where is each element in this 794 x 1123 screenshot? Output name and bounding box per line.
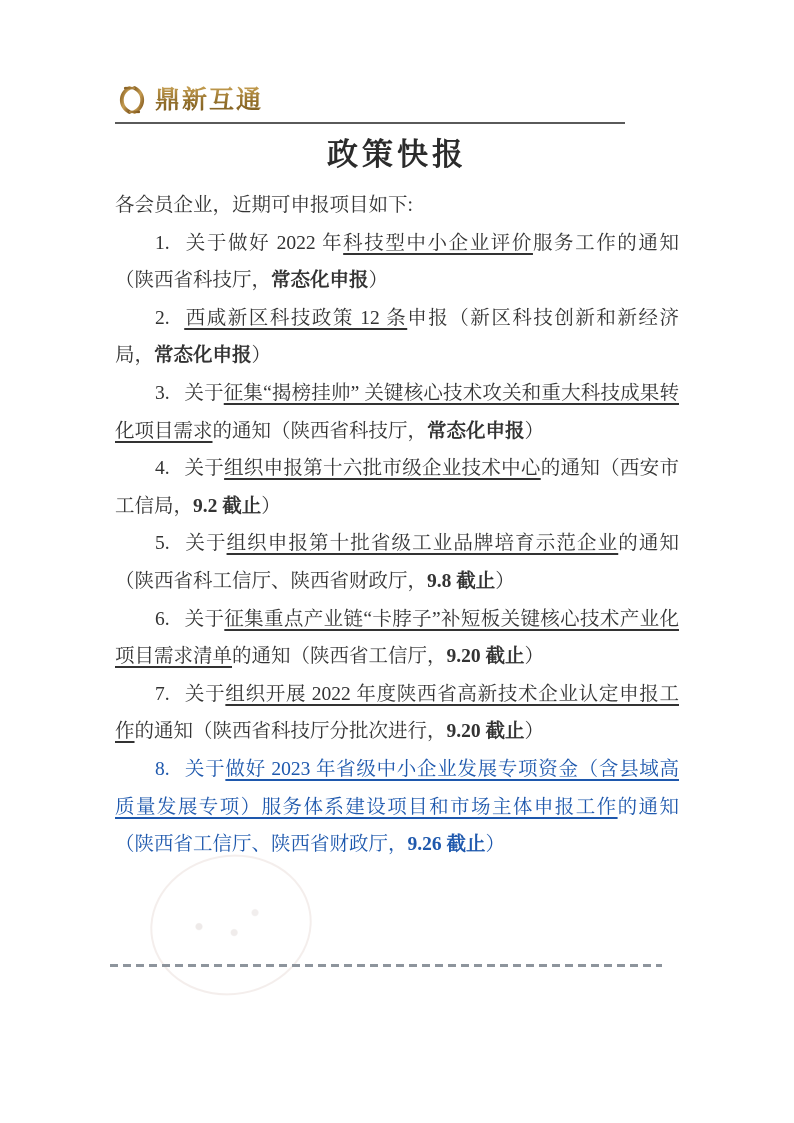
item-link-text: 组织申报第十批省级工业品牌培育示范企业 <box>226 533 619 555</box>
policy-item <box>115 751 679 864</box>
policy-item <box>115 601 679 676</box>
item-text: 的通知（陕西省科工信厅、陕西省财政厅， <box>115 533 679 592</box>
item-text: 的通知（陕西省科技厅分批次进行， <box>134 721 447 743</box>
item-text: 9.20 截止 <box>446 646 525 668</box>
intro-line: 各会员企业，近期可申报项目如下: <box>115 195 413 216</box>
item-text: 的通知（西安市工信局， <box>115 458 679 517</box>
policy-item <box>115 525 679 600</box>
item-link-text: 组织开展 2022 年度陕西省高新技术企业认定申报工作 <box>115 683 679 743</box>
policy-item <box>115 300 679 375</box>
item-number: 5. <box>154 533 170 555</box>
item-text: 9.26 截止 <box>407 834 486 856</box>
item-text: ） <box>524 420 545 442</box>
items-list <box>115 225 679 864</box>
item-link-text: 征集“揭榜挂帅” 关键核心技术攻关和重大科技成果转化项目需求 <box>115 382 679 442</box>
item-text: 申报（新区科技创新和新经济局， <box>115 307 679 367</box>
item-text: 关于 <box>184 758 226 780</box>
item-text: ） <box>261 495 281 517</box>
item-link-text: 科技型中小企业评价 <box>343 232 533 254</box>
item-text: 的通知（陕西省工信厅， <box>232 646 447 668</box>
item-number: 4. <box>154 458 170 480</box>
item-link-text: 征集重点产业链“卡脖子”补短板关键核心技术产业化项目需求清单 <box>115 608 679 668</box>
policy-item <box>115 676 679 751</box>
item-number: 8. <box>154 758 170 780</box>
policy-item <box>115 375 679 450</box>
page-title: 政策快报 <box>327 137 467 172</box>
policy-item <box>115 225 679 300</box>
item-text: 9.2 截止 <box>193 495 262 517</box>
item-text: 常态化申报 <box>154 345 252 367</box>
item-text: ） <box>524 721 545 743</box>
document-body <box>115 187 679 864</box>
item-text: ） <box>524 646 545 668</box>
item-text: ） <box>368 270 389 292</box>
bottom-dashed-divider <box>110 964 662 967</box>
item-text: 关于做好 2022 年 <box>184 232 344 254</box>
item-text: 关于 <box>184 608 225 630</box>
item-text: 常态化申报 <box>427 420 525 442</box>
item-text: 服务工作的通知（陕西省科技厅， <box>115 232 679 292</box>
item-text: 关于 <box>184 382 224 404</box>
item-number: 6. <box>154 608 170 630</box>
faint-stamp-mark <box>139 842 323 1008</box>
item-link-text: 西咸新区科技政策 12 条 <box>184 307 408 329</box>
item-text: 9.8 截止 <box>427 570 496 592</box>
item-text: 关于 <box>184 533 227 555</box>
brand-logo <box>115 85 679 115</box>
brand-name: 鼎新互通 <box>155 86 264 114</box>
item-link-text: 做好 2023 年省级中小企业发展专项资金（含县域高质量发展专项）服务体系建设项目和市场主体申报工作 <box>115 758 679 818</box>
item-text: 的通知（陕西省工信厅、陕西省财政厅， <box>115 796 679 856</box>
item-text: 常态化申报 <box>271 270 369 292</box>
item-number: 1. <box>154 232 170 254</box>
item-number: 2. <box>154 307 170 329</box>
item-text: ） <box>251 345 272 367</box>
item-text: 关于 <box>184 458 225 480</box>
brand-logo-icon <box>115 85 149 115</box>
item-text: 9.20 截止 <box>446 721 525 743</box>
item-text: ） <box>495 570 515 592</box>
header-divider-line <box>115 122 625 124</box>
policy-item <box>115 450 679 525</box>
item-number: 7. <box>154 683 170 705</box>
item-text: ） <box>485 834 506 856</box>
item-text: 关于 <box>184 683 226 705</box>
item-number: 3. <box>154 382 170 404</box>
item-text: 的通知（陕西省科技厅， <box>212 420 428 442</box>
page-content <box>115 85 679 864</box>
item-link-text: 组织申报第十六批市级企业技术中心 <box>224 458 541 480</box>
